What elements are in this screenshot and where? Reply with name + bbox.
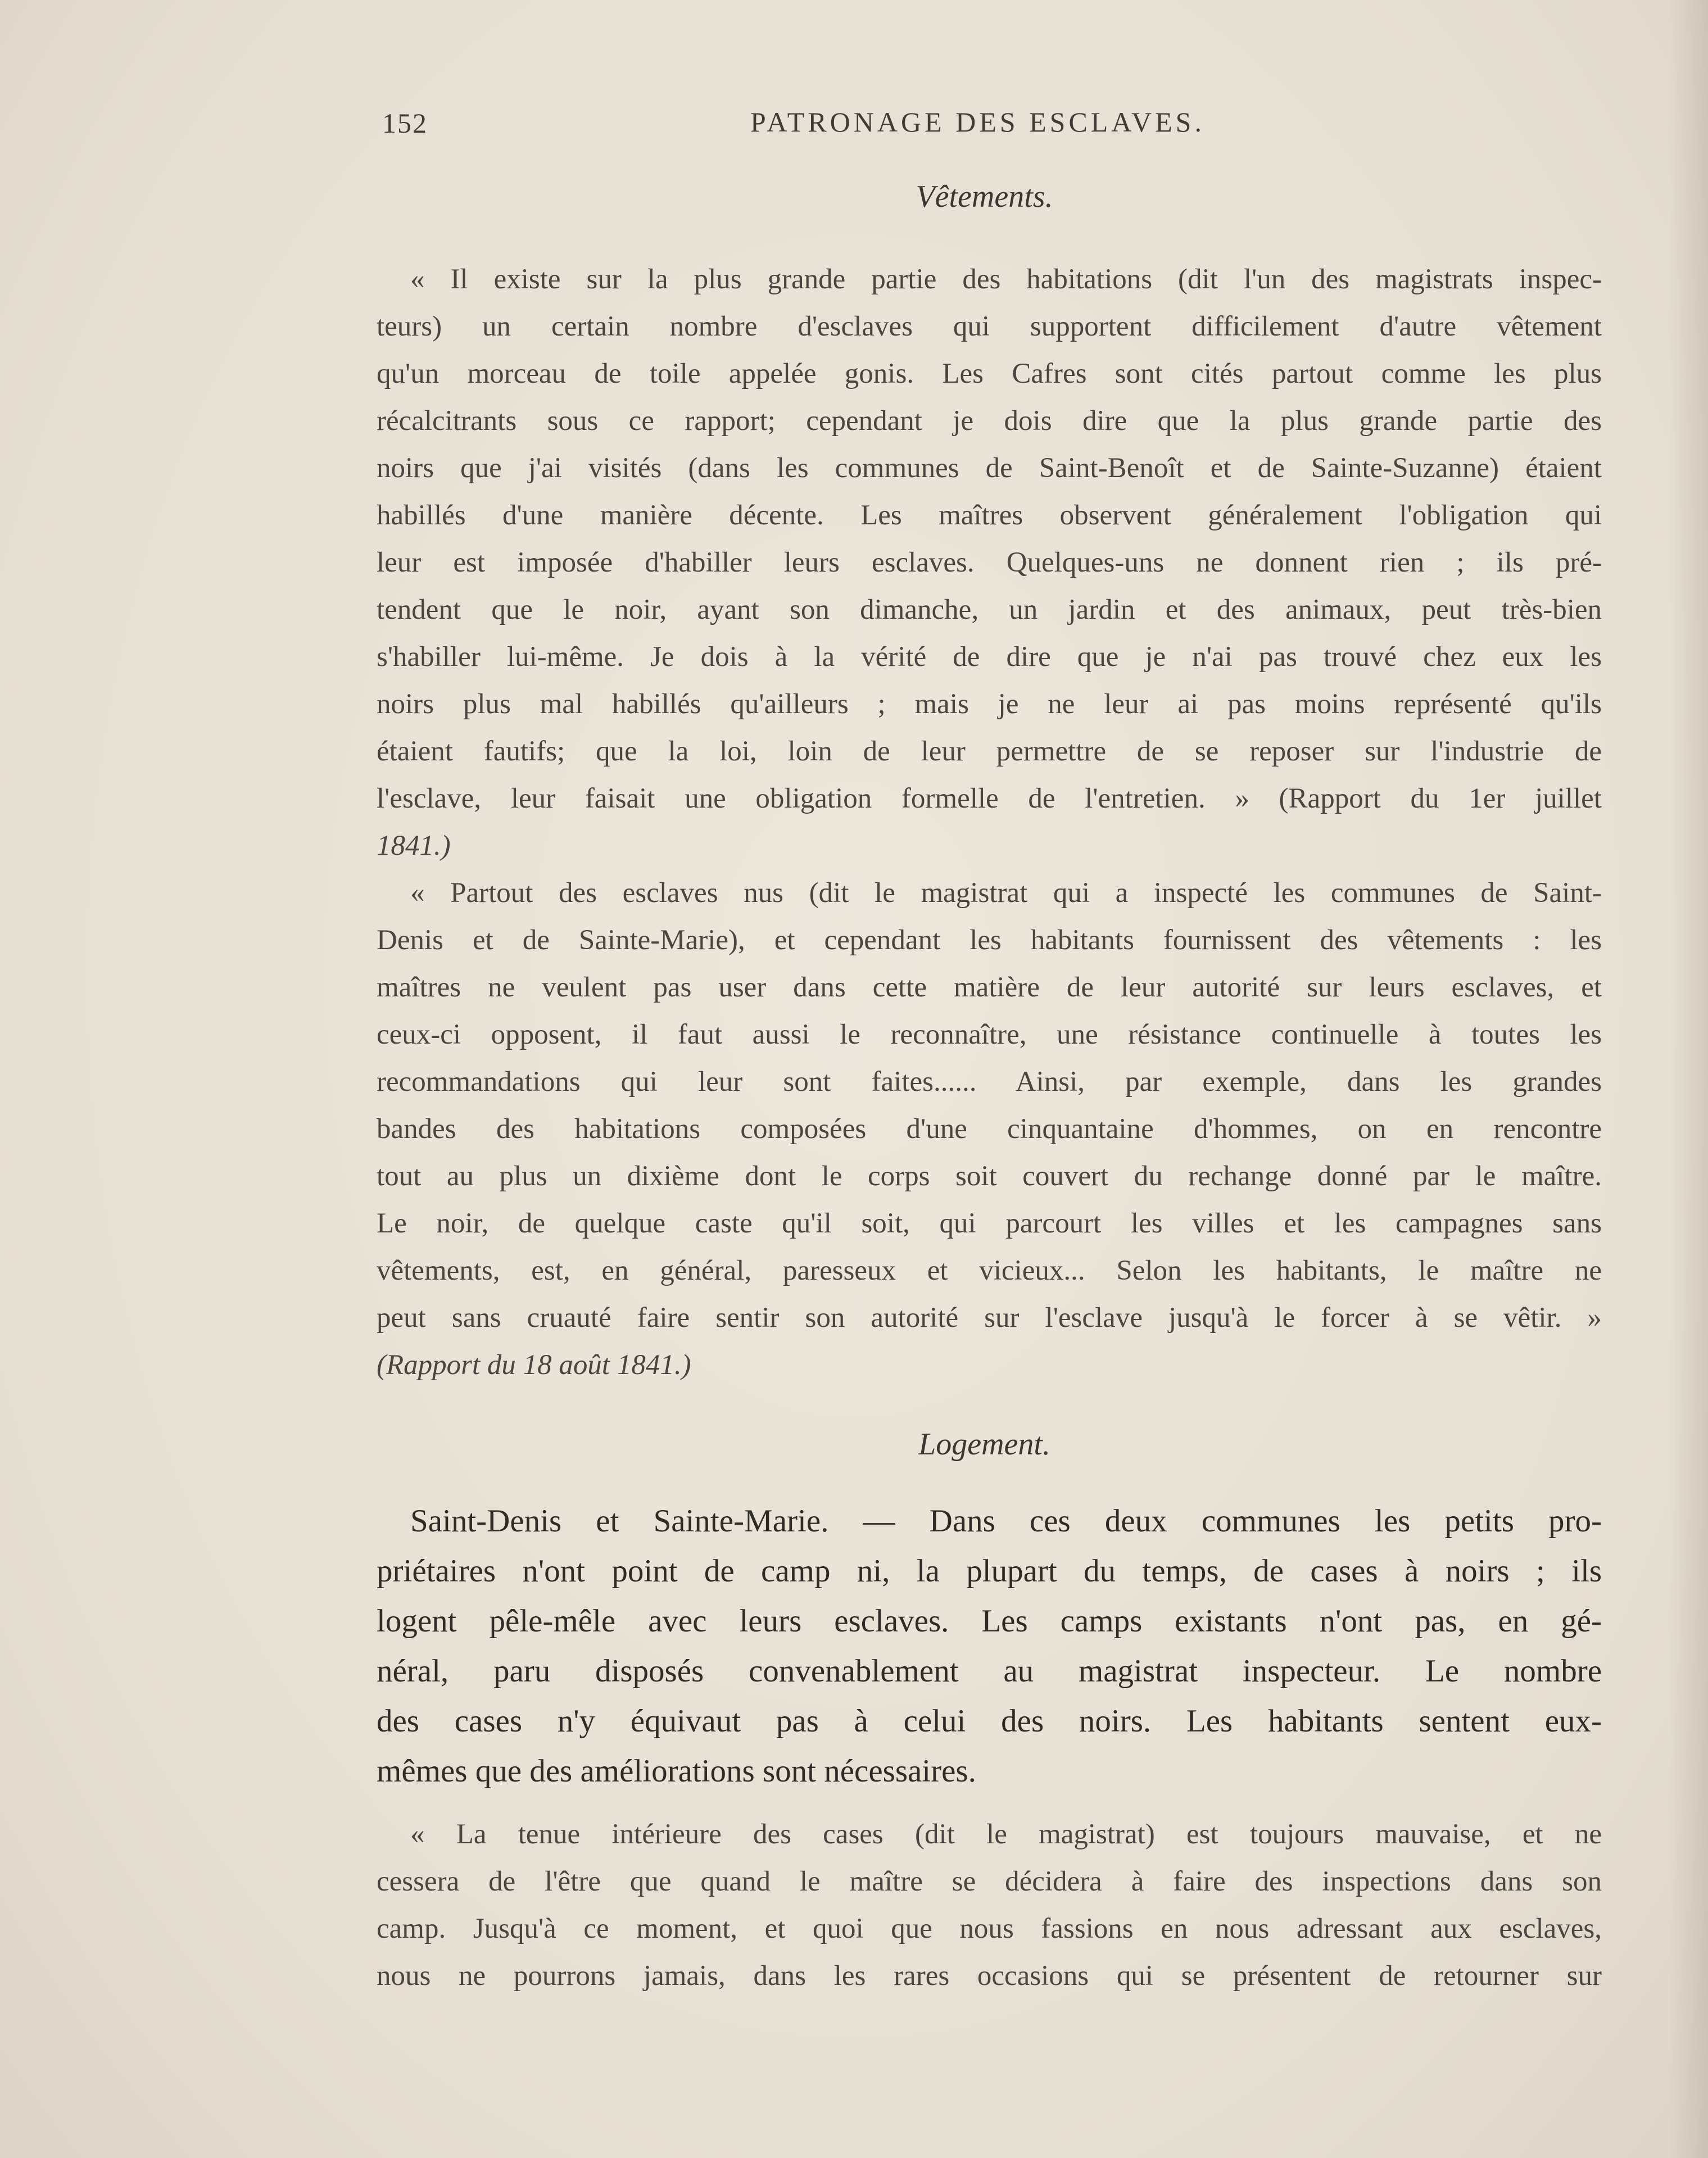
body-line: ceux-ci opposent, il faut aussi le reconnaître, une résistance continuelle à toutes les <box>377 1019 1602 1050</box>
body-line: Saint-Denis et Sainte-Marie. — Dans ces deux communes les petits pro- <box>410 1503 1602 1539</box>
body-line: néral, paru disposés convenablement au magistrat inspecteur. Le nombre <box>377 1653 1602 1689</box>
body-line: mêmes que des améliorations sont nécessaires. <box>377 1753 976 1789</box>
body-line: bandes des habitations composées d'une cinquantaine d'hommes, on en rencontre <box>377 1113 1602 1145</box>
body-line: récalcitrants sous ce rapport; cependant je dois dire que la plus grande partie des <box>377 405 1602 437</box>
body-line: nous ne pourrons jamais, dans les rares occasions qui se présentent de retourner sur <box>377 1960 1602 1992</box>
body-line: (Rapport du 18 août 1841.) <box>377 1349 691 1381</box>
body-line: camp. Jusqu'à ce moment, et quoi que nous fassions en nous adressant aux esclaves, <box>377 1913 1602 1944</box>
body-line: leur est imposée d'habiller leurs esclaves. Quelques-uns ne donnent rien ; ils pré- <box>377 547 1602 578</box>
body-line: l'esclave, leur faisait une obligation formelle de l'entretien. » (Rapport du 1er juillet <box>377 783 1602 814</box>
page-edge-shadow <box>1669 0 1708 2158</box>
section-heading-logement: Logement. <box>918 1427 1050 1462</box>
body-line: teurs) un certain nombre d'esclaves qui supportent difficilement d'autre vêtement <box>377 311 1602 342</box>
body-line: maîtres ne veulent pas user dans cette matière de leur autorité sur leurs esclaves, et <box>377 972 1602 1003</box>
body-line: des cases n'y équivaut pas à celui des noirs. Les habitants sentent eux- <box>377 1703 1602 1739</box>
body-line: 1841.) <box>377 830 451 862</box>
body-line: qu'un morceau de toile appelée gonis. Les Cafres sont cités partout comme les plus <box>377 358 1602 389</box>
page-number: 152 <box>382 107 428 139</box>
body-line: noirs plus mal habillés qu'ailleurs ; mais je ne leur ai pas moins représenté qu'ils <box>377 688 1602 720</box>
body-line: « Partout des esclaves nus (dit le magistrat qui a inspecté les communes de Saint- <box>410 877 1602 909</box>
body-line: noirs que j'ai visités (dans les communes de Saint-Benoît et de Sainte-Suzanne) étaient <box>377 452 1602 484</box>
body-line: tendent que le noir, ayant son dimanche, un jardin et des animaux, peut très-bien <box>377 594 1602 625</box>
body-line: « Il existe sur la plus grande partie des habitations (dit l'un des magistrats inspec- <box>410 264 1602 295</box>
body-line: s'habiller lui-même. Je dois à la vérité de dire que je n'ai pas trouvé chez eux les <box>377 641 1602 673</box>
body-line: Denis et de Sainte-Marie), et cependant les habitants fournissent des vêtements : les <box>377 924 1602 956</box>
body-line: recommandations qui leur sont faites...... Ainsi, par exemple, dans les grandes <box>377 1066 1602 1098</box>
body-line: cessera de l'être que quand le maître se décidera à faire des inspections dans son <box>377 1866 1602 1897</box>
body-line: logent pêle-mêle avec leurs esclaves. Les camps existants n'ont pas, en gé- <box>377 1603 1602 1639</box>
body-line: étaient fautifs; que la loi, loin de leur permettre de se reposer sur l'industrie de <box>377 736 1602 767</box>
body-line: habillés d'une manière décente. Les maîtres observent généralement l'obligation qui <box>377 500 1602 531</box>
body-line: Le noir, de quelque caste qu'il soit, qui parcourt les villes et les campagnes sans <box>377 1208 1602 1239</box>
body-line: vêtements, est, en général, paresseux et vicieux... Selon les habitants, le maître ne <box>377 1255 1602 1286</box>
body-line: tout au plus un dixième dont le corps soit couvert du rechange donné par le maître. <box>377 1160 1602 1192</box>
running-head: PATRONAGE DES ESCLAVES. <box>750 106 1205 138</box>
section-heading-vetements: Vêtements. <box>916 179 1053 214</box>
body-line: priétaires n'ont point de camp ni, la plupart du temps, de cases à noirs ; ils <box>377 1553 1602 1589</box>
body-line: « La tenue intérieure des cases (dit le magistrat) est toujours mauvaise, et ne <box>410 1819 1602 1850</box>
body-line: peut sans cruauté faire sentir son autorité sur l'esclave jusqu'à le forcer à se vêtir. » <box>377 1302 1602 1334</box>
